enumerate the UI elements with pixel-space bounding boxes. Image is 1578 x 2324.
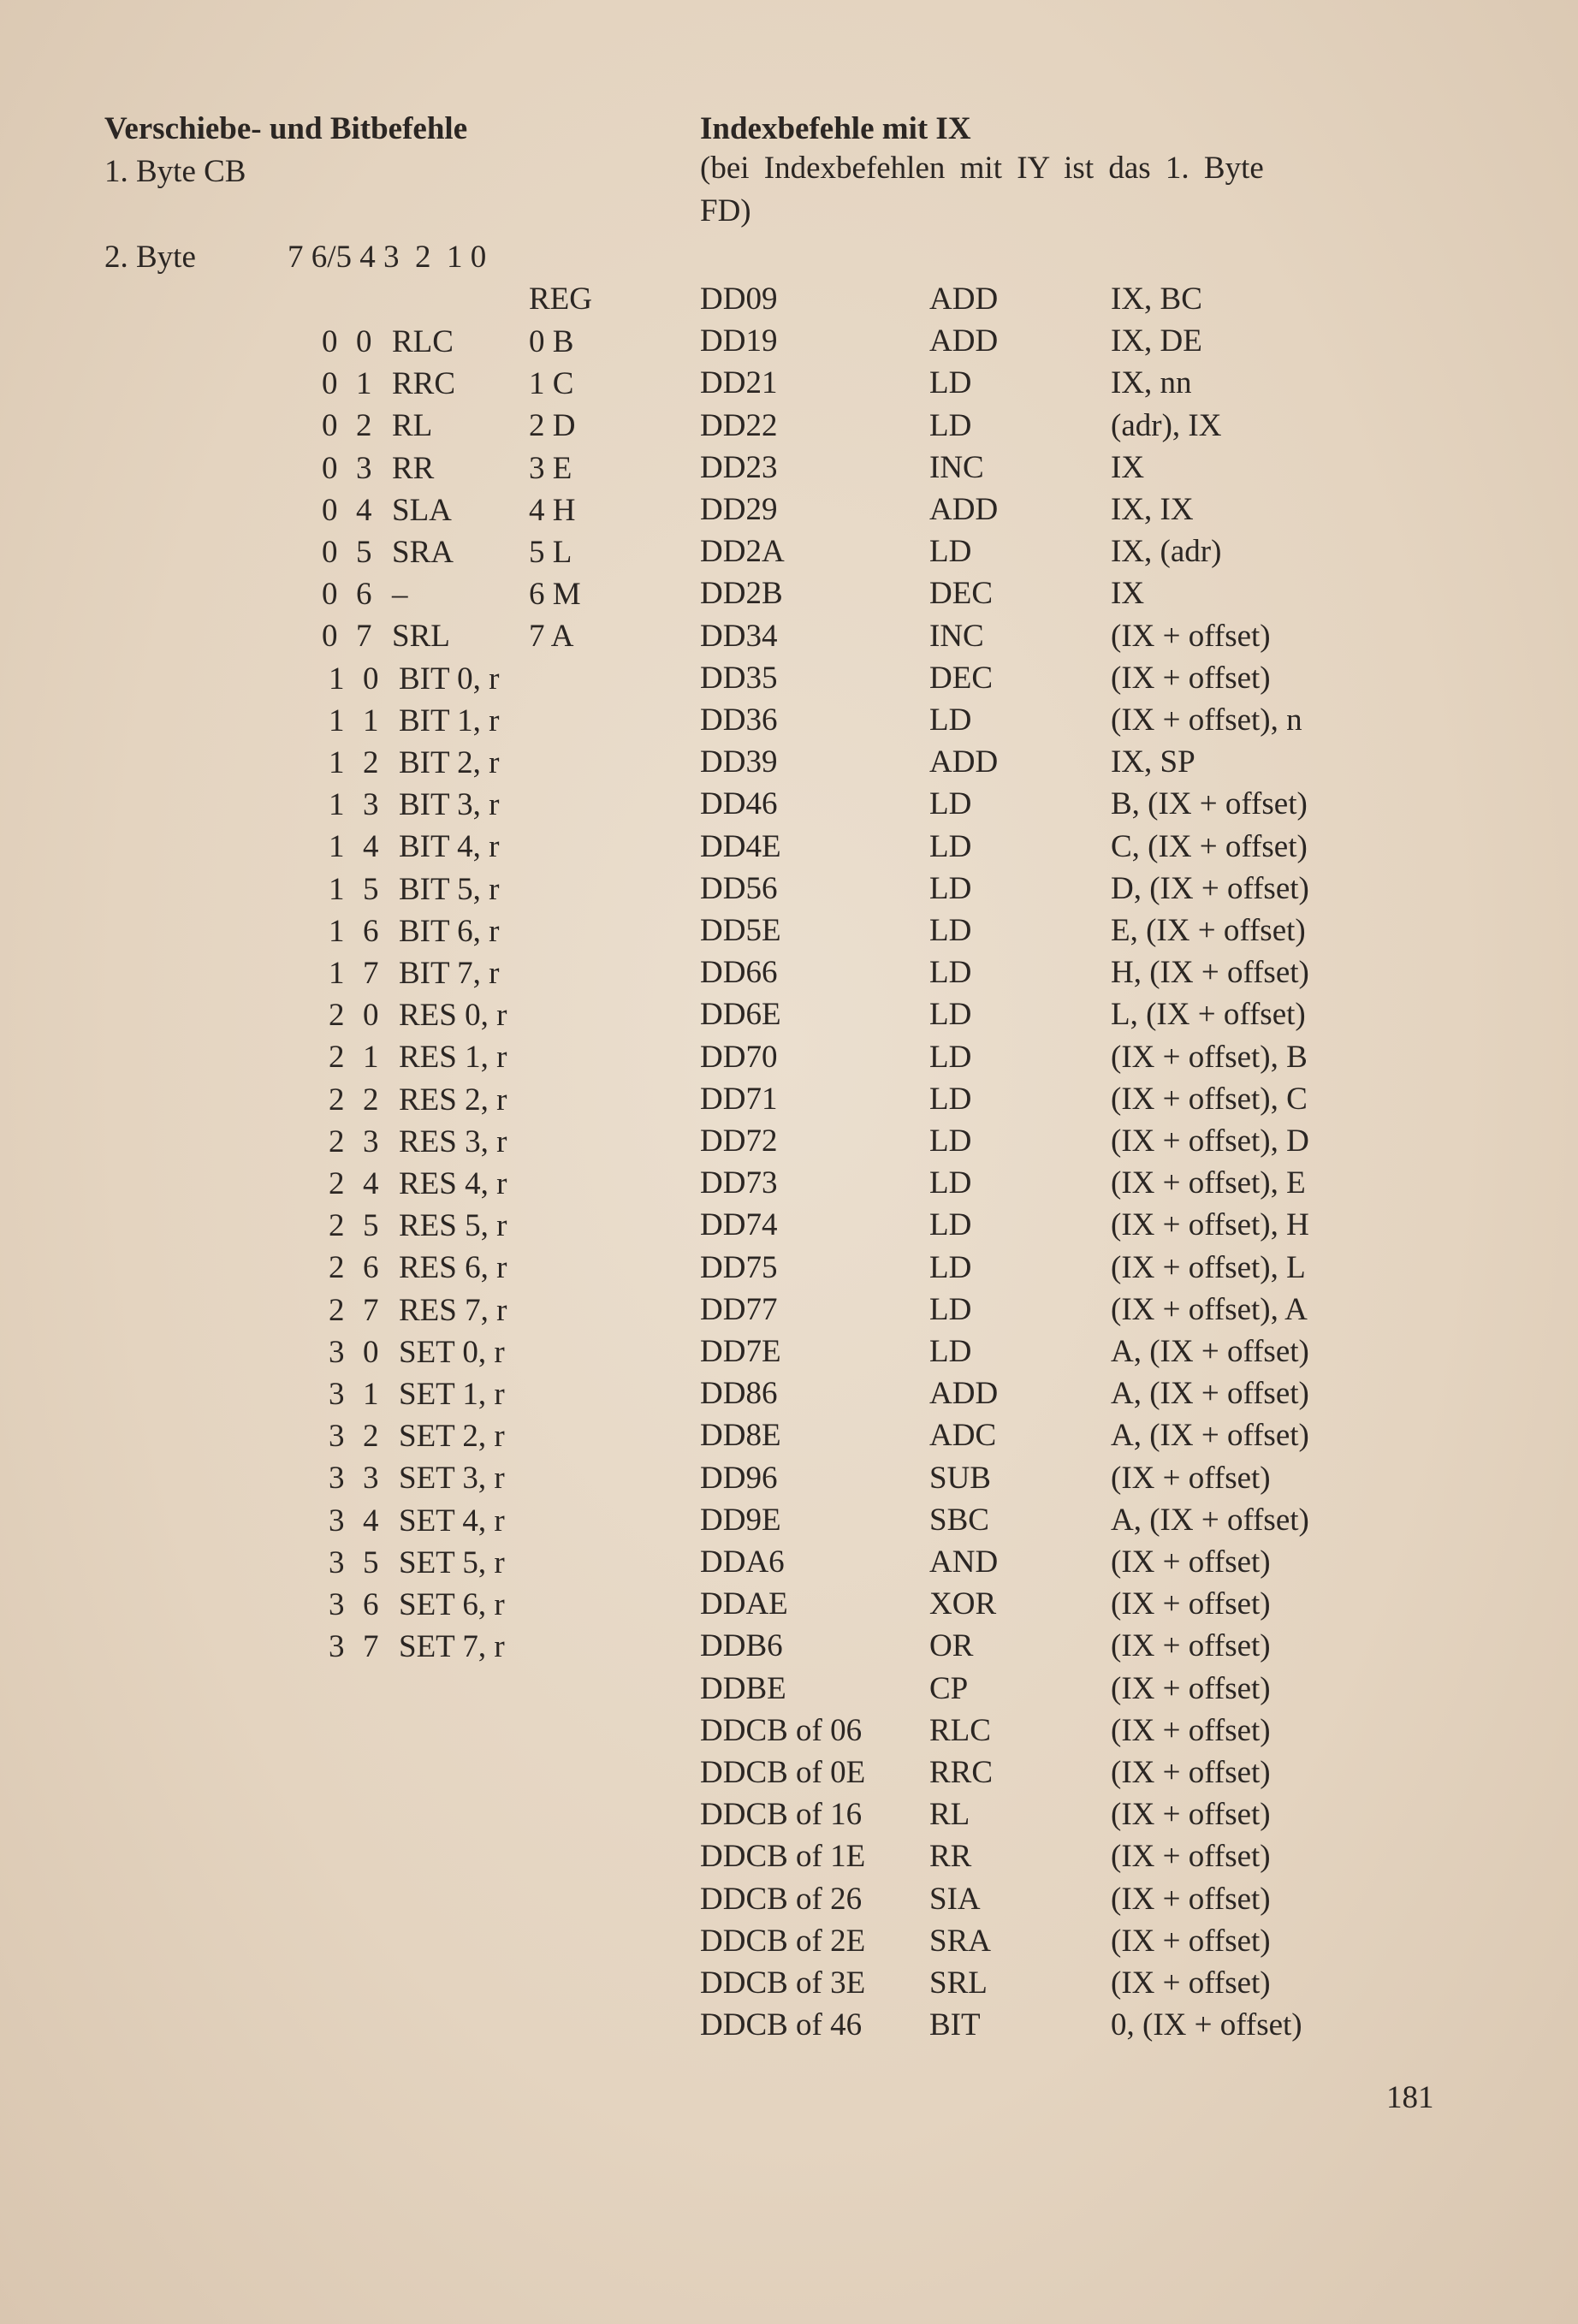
operand: (IX + offset) bbox=[1111, 1544, 1271, 1580]
mnemonic: LD bbox=[929, 1334, 972, 1369]
bit-hi: 3 bbox=[329, 1629, 345, 1665]
opcode: DDB6 bbox=[700, 1628, 783, 1664]
operation: RL bbox=[392, 408, 433, 444]
opcode: DD35 bbox=[700, 660, 778, 696]
opcode: DDAE bbox=[700, 1586, 788, 1622]
operation: RES 5, r bbox=[399, 1208, 507, 1244]
bit-hi: 0 bbox=[322, 577, 338, 613]
mnemonic: RL bbox=[929, 1797, 970, 1833]
byte1-label: 1. Byte CB bbox=[104, 154, 246, 189]
opcode: DD71 bbox=[700, 1081, 778, 1117]
bit-hi: 3 bbox=[329, 1503, 345, 1538]
mnemonic: LD bbox=[929, 1081, 972, 1117]
bit-hi: 1 bbox=[329, 661, 345, 697]
mnemonic: ADD bbox=[929, 744, 999, 780]
operand: IX bbox=[1111, 576, 1145, 612]
mnemonic: ADC bbox=[929, 1418, 997, 1454]
bit-hi: 3 bbox=[329, 1461, 345, 1497]
operand: E, (IX + offset) bbox=[1111, 913, 1306, 948]
mnemonic: DEC bbox=[929, 576, 993, 612]
opcode: DD2B bbox=[700, 576, 783, 612]
operation: BIT 2, r bbox=[399, 745, 500, 780]
operand: (IX + offset), H bbox=[1111, 1207, 1309, 1243]
bit-lo: 3 bbox=[363, 1123, 379, 1159]
bit-lo: 7 bbox=[356, 619, 372, 655]
bit-hi: 2 bbox=[329, 1123, 345, 1159]
bit-header: 7 6/5 4 3 2 1 0 bbox=[288, 240, 487, 275]
opcode: DD56 bbox=[700, 870, 778, 906]
operand: (IX + offset) bbox=[1111, 1586, 1271, 1622]
operand: (IX + offset), A bbox=[1111, 1291, 1308, 1327]
operation: BIT 6, r bbox=[399, 913, 500, 949]
operation: SET 0, r bbox=[399, 1334, 505, 1370]
bit-hi: 2 bbox=[329, 1292, 345, 1328]
operand: (IX + offset), n bbox=[1111, 703, 1302, 738]
opcode: DD4E bbox=[700, 828, 781, 864]
operand: (IX + offset) bbox=[1111, 1460, 1271, 1496]
operand: L, (IX + offset) bbox=[1111, 997, 1306, 1033]
operand: B, (IX + offset) bbox=[1111, 786, 1308, 822]
mnemonic: CP bbox=[929, 1670, 969, 1706]
right-heading: Indexbefehle mit IX bbox=[700, 111, 971, 146]
mnemonic: RLC bbox=[929, 1712, 991, 1748]
bit-lo: 7 bbox=[363, 1292, 379, 1328]
operation: RES 3, r bbox=[399, 1123, 507, 1159]
operation: RES 0, r bbox=[399, 998, 507, 1034]
operand: IX, DE bbox=[1111, 323, 1202, 359]
opcode: DD09 bbox=[700, 282, 778, 317]
operand: (IX + offset), D bbox=[1111, 1123, 1309, 1159]
opcode: DDCB of 06 bbox=[700, 1712, 863, 1748]
left-heading: Verschiebe- und Bitbefehle bbox=[104, 111, 468, 146]
operation: BIT 1, r bbox=[399, 703, 500, 738]
opcode: DDA6 bbox=[700, 1544, 785, 1580]
operation: BIT 3, r bbox=[399, 787, 500, 823]
bit-hi: 1 bbox=[329, 787, 345, 823]
operation: RES 4, r bbox=[399, 1166, 507, 1201]
bit-lo: 5 bbox=[356, 535, 372, 570]
mnemonic: LD bbox=[929, 913, 972, 948]
opcode: DDCB of 26 bbox=[700, 1881, 863, 1917]
operation: – bbox=[392, 577, 408, 613]
operand: (IX + offset), C bbox=[1111, 1081, 1308, 1117]
operand: IX, IX bbox=[1111, 492, 1194, 527]
bit-hi: 1 bbox=[329, 913, 345, 949]
bit-lo: 3 bbox=[363, 787, 379, 823]
operand: (IX + offset) bbox=[1111, 1923, 1271, 1959]
mnemonic: LD bbox=[929, 1291, 972, 1327]
bit-hi: 1 bbox=[329, 703, 345, 738]
mnemonic: RRC bbox=[929, 1755, 994, 1790]
bit-hi: 1 bbox=[329, 871, 345, 907]
operation: BIT 0, r bbox=[399, 661, 500, 697]
operation: SET 5, r bbox=[399, 1544, 505, 1580]
operand: (IX + offset) bbox=[1111, 618, 1271, 654]
opcode: DDCB of 3E bbox=[700, 1965, 866, 2001]
opcode: DDCB of 46 bbox=[700, 2007, 863, 2043]
mnemonic: SUB bbox=[929, 1460, 991, 1496]
register: 2 D bbox=[529, 408, 576, 444]
opcode: DDCB of 2E bbox=[700, 1923, 866, 1959]
mnemonic: RR bbox=[929, 1839, 972, 1875]
opcode: DD39 bbox=[700, 744, 778, 780]
bit-hi: 2 bbox=[329, 1040, 345, 1076]
register: 6 M bbox=[529, 577, 581, 613]
bit-lo: 1 bbox=[363, 1377, 379, 1412]
opcode: DDCB of 0E bbox=[700, 1755, 866, 1790]
mnemonic: LD bbox=[929, 828, 972, 864]
opcode: DD6E bbox=[700, 997, 781, 1033]
operation: SLA bbox=[392, 492, 452, 528]
operand: (IX + offset) bbox=[1111, 660, 1271, 696]
opcode: DD7E bbox=[700, 1334, 781, 1369]
operand: H, (IX + offset) bbox=[1111, 955, 1309, 991]
operand: (IX + offset) bbox=[1111, 1797, 1271, 1833]
iy-note-line2: FD) bbox=[700, 193, 751, 228]
bit-hi: 3 bbox=[329, 1377, 345, 1412]
mnemonic: SBC bbox=[929, 1502, 989, 1538]
bit-lo: 6 bbox=[363, 913, 379, 949]
byte2-label: 2. Byte bbox=[104, 240, 196, 275]
bit-lo: 4 bbox=[363, 1166, 379, 1201]
bit-lo: 6 bbox=[363, 1250, 379, 1286]
bit-hi: 0 bbox=[322, 619, 338, 655]
bit-lo: 3 bbox=[363, 1461, 379, 1497]
opcode: DD9E bbox=[700, 1502, 781, 1538]
mnemonic: ADD bbox=[929, 323, 999, 359]
register: 4 H bbox=[529, 492, 576, 528]
operand: (IX + offset) bbox=[1111, 1881, 1271, 1917]
opcode: DD86 bbox=[700, 1376, 778, 1412]
operand: A, (IX + offset) bbox=[1111, 1376, 1309, 1412]
mnemonic: LD bbox=[929, 407, 972, 443]
mnemonic: OR bbox=[929, 1628, 974, 1664]
register: 1 C bbox=[529, 366, 574, 402]
operand: IX, nn bbox=[1111, 365, 1192, 401]
page-number: 181 bbox=[1386, 2080, 1434, 2115]
mnemonic: BIT bbox=[929, 2007, 981, 2043]
bit-hi: 0 bbox=[322, 535, 338, 570]
bit-hi: 1 bbox=[329, 745, 345, 780]
bit-lo: 5 bbox=[363, 871, 379, 907]
bit-hi: 2 bbox=[329, 998, 345, 1034]
mnemonic: LD bbox=[929, 1165, 972, 1201]
operand: (IX + offset), E bbox=[1111, 1165, 1306, 1201]
mnemonic: LD bbox=[929, 534, 972, 570]
register: 7 A bbox=[529, 619, 574, 655]
bit-lo: 2 bbox=[363, 1419, 379, 1455]
bit-hi: 1 bbox=[329, 956, 345, 991]
bit-hi: 0 bbox=[322, 366, 338, 402]
bit-hi: 0 bbox=[322, 492, 338, 528]
bit-lo: 0 bbox=[363, 1334, 379, 1370]
bit-lo: 3 bbox=[356, 450, 372, 486]
bit-hi: 3 bbox=[329, 1419, 345, 1455]
reg-header: REG bbox=[529, 282, 592, 317]
operation: SET 4, r bbox=[399, 1503, 505, 1538]
mnemonic: LD bbox=[929, 955, 972, 991]
mnemonic: LD bbox=[929, 786, 972, 822]
operand: IX, BC bbox=[1111, 282, 1202, 317]
bit-lo: 0 bbox=[356, 324, 372, 359]
operation: BIT 5, r bbox=[399, 871, 500, 907]
operand: D, (IX + offset) bbox=[1111, 870, 1309, 906]
bit-lo: 6 bbox=[363, 1587, 379, 1622]
mnemonic: SRA bbox=[929, 1923, 991, 1959]
bit-lo: 1 bbox=[356, 366, 372, 402]
operation: RLC bbox=[392, 324, 454, 359]
operation: RES 2, r bbox=[399, 1082, 507, 1118]
bit-lo: 0 bbox=[363, 998, 379, 1034]
bit-hi: 3 bbox=[329, 1587, 345, 1622]
bit-lo: 0 bbox=[363, 661, 379, 697]
register: 0 B bbox=[529, 324, 574, 359]
opcode: DD46 bbox=[700, 786, 778, 822]
mnemonic: ADD bbox=[929, 282, 999, 317]
operation: SET 7, r bbox=[399, 1629, 505, 1665]
bit-lo: 1 bbox=[363, 1040, 379, 1076]
operand: (IX + offset) bbox=[1111, 1670, 1271, 1706]
operand: (IX + offset) bbox=[1111, 1712, 1271, 1748]
bit-lo: 4 bbox=[363, 829, 379, 865]
opcode: DD2A bbox=[700, 534, 785, 570]
bit-hi: 0 bbox=[322, 408, 338, 444]
iy-note-line1: (bei Indexbefehlen mit IY ist das 1. Byte bbox=[700, 151, 1264, 186]
mnemonic: INC bbox=[929, 618, 984, 654]
mnemonic: AND bbox=[929, 1544, 999, 1580]
mnemonic: INC bbox=[929, 449, 984, 485]
operand: (IX + offset) bbox=[1111, 1839, 1271, 1875]
opcode: DD77 bbox=[700, 1291, 778, 1327]
mnemonic: LD bbox=[929, 997, 972, 1033]
opcode: DD66 bbox=[700, 955, 778, 991]
bit-hi: 0 bbox=[322, 450, 338, 486]
operation: RES 1, r bbox=[399, 1040, 507, 1076]
mnemonic: LD bbox=[929, 870, 972, 906]
operand: IX bbox=[1111, 449, 1145, 485]
opcode: DDCB of 1E bbox=[700, 1839, 866, 1875]
bit-lo: 2 bbox=[363, 1082, 379, 1118]
opcode: DD96 bbox=[700, 1460, 778, 1496]
bit-hi: 3 bbox=[329, 1544, 345, 1580]
mnemonic: SIA bbox=[929, 1881, 981, 1917]
mnemonic: LD bbox=[929, 1249, 972, 1285]
bit-lo: 4 bbox=[356, 492, 372, 528]
operand: A, (IX + offset) bbox=[1111, 1502, 1309, 1538]
bit-lo: 7 bbox=[363, 1629, 379, 1665]
operand: A, (IX + offset) bbox=[1111, 1418, 1309, 1454]
operand: (IX + offset) bbox=[1111, 1755, 1271, 1790]
operand: 0, (IX + offset) bbox=[1111, 2007, 1302, 2043]
bit-hi: 2 bbox=[329, 1166, 345, 1201]
operand: C, (IX + offset) bbox=[1111, 828, 1308, 864]
opcode: DD75 bbox=[700, 1249, 778, 1285]
bit-hi: 2 bbox=[329, 1250, 345, 1286]
opcode: DDCB of 16 bbox=[700, 1797, 863, 1833]
mnemonic: LD bbox=[929, 1039, 972, 1075]
operation: SRL bbox=[392, 619, 450, 655]
mnemonic: ADD bbox=[929, 492, 999, 527]
bit-lo: 5 bbox=[363, 1544, 379, 1580]
mnemonic: SRL bbox=[929, 1965, 988, 2001]
operation: SET 2, r bbox=[399, 1419, 505, 1455]
operation: RR bbox=[392, 450, 435, 486]
mnemonic: ADD bbox=[929, 1376, 999, 1412]
bit-lo: 2 bbox=[356, 408, 372, 444]
operation: SRA bbox=[392, 535, 454, 570]
opcode: DD21 bbox=[700, 365, 778, 401]
opcode: DD36 bbox=[700, 703, 778, 738]
opcode: DD29 bbox=[700, 492, 778, 527]
register: 3 E bbox=[529, 450, 572, 486]
mnemonic: LD bbox=[929, 365, 972, 401]
opcode: DD8E bbox=[700, 1418, 781, 1454]
opcode: DD23 bbox=[700, 449, 778, 485]
operation: SET 6, r bbox=[399, 1587, 505, 1622]
bit-lo: 4 bbox=[363, 1503, 379, 1538]
bit-lo: 7 bbox=[363, 956, 379, 991]
operation: RES 7, r bbox=[399, 1292, 507, 1328]
operation: SET 1, r bbox=[399, 1377, 505, 1412]
opcode: DD74 bbox=[700, 1207, 778, 1243]
bit-hi: 2 bbox=[329, 1208, 345, 1244]
opcode: DD73 bbox=[700, 1165, 778, 1201]
register: 5 L bbox=[529, 535, 572, 570]
operation: BIT 4, r bbox=[399, 829, 500, 865]
operand: A, (IX + offset) bbox=[1111, 1334, 1309, 1369]
operand: (IX + offset), B bbox=[1111, 1039, 1308, 1075]
operand: (adr), IX bbox=[1111, 407, 1222, 443]
operation: SET 3, r bbox=[399, 1461, 505, 1497]
opcode: DD70 bbox=[700, 1039, 778, 1075]
opcode: DD19 bbox=[700, 323, 778, 359]
bit-lo: 1 bbox=[363, 703, 379, 738]
bit-lo: 2 bbox=[363, 745, 379, 780]
mnemonic: LD bbox=[929, 1207, 972, 1243]
bit-hi: 1 bbox=[329, 829, 345, 865]
operand: IX, (adr) bbox=[1111, 534, 1222, 570]
mnemonic: XOR bbox=[929, 1586, 997, 1622]
opcode: DD5E bbox=[700, 913, 781, 948]
bit-hi: 2 bbox=[329, 1082, 345, 1118]
mnemonic: LD bbox=[929, 1123, 972, 1159]
opcode: DD72 bbox=[700, 1123, 778, 1159]
bit-lo: 6 bbox=[356, 577, 372, 613]
operand: (IX + offset), L bbox=[1111, 1249, 1306, 1285]
opcode: DD22 bbox=[700, 407, 778, 443]
operation: BIT 7, r bbox=[399, 956, 500, 991]
opcode: DD34 bbox=[700, 618, 778, 654]
operation: RRC bbox=[392, 366, 456, 402]
operation: RES 6, r bbox=[399, 1250, 507, 1286]
bit-hi: 3 bbox=[329, 1334, 345, 1370]
operand: (IX + offset) bbox=[1111, 1965, 1271, 2001]
mnemonic: DEC bbox=[929, 660, 993, 696]
bit-lo: 5 bbox=[363, 1208, 379, 1244]
operand: (IX + offset) bbox=[1111, 1628, 1271, 1664]
mnemonic: LD bbox=[929, 703, 972, 738]
opcode: DDBE bbox=[700, 1670, 786, 1706]
bit-hi: 0 bbox=[322, 324, 338, 359]
operand: IX, SP bbox=[1111, 744, 1195, 780]
